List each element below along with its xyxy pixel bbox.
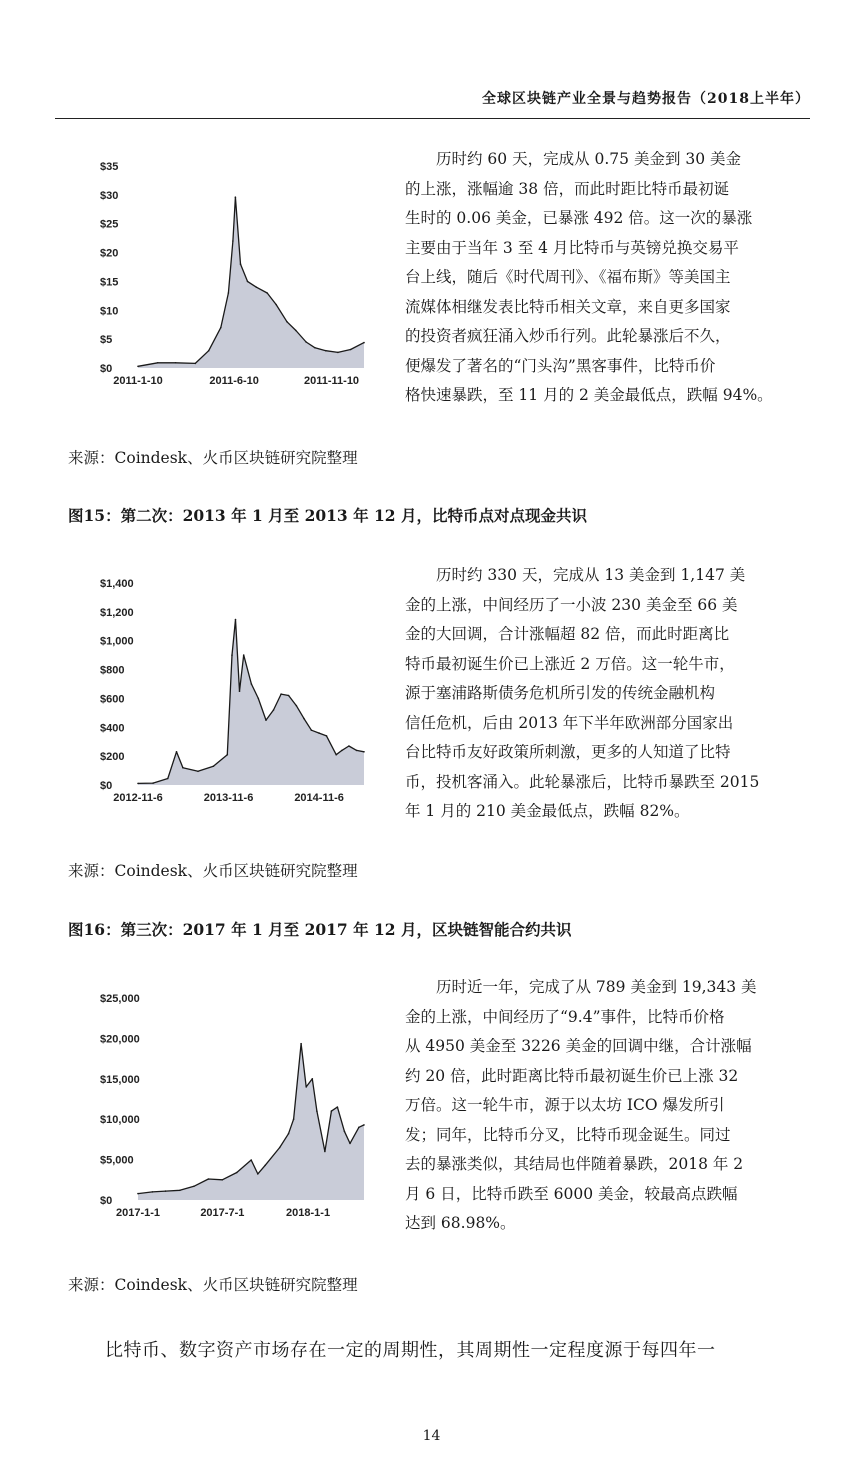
price-point — [137, 1193, 139, 1195]
y-tick-label: $10,000 — [100, 1114, 140, 1127]
x-tick-label: 2012-11-6 — [113, 792, 163, 804]
paragraph-line: 生时的 0.06 美金，已暴涨 492 倍。这一次的暴涨 — [405, 209, 753, 227]
figure-15-title: 图15：第二次：2013 年 1 月至 2013 年 12 月，比特币点对点现金共识 — [68, 506, 587, 525]
price-point — [137, 783, 139, 785]
x-tick-label: 2013-11-6 — [203, 792, 254, 804]
price-point — [288, 695, 290, 697]
paragraph-line: 万倍。这一轮牛市，源于以太坊 ICO 爆发所引 — [405, 1096, 725, 1114]
paragraph-line: 的投资者疯狂涌入炒币行列。此轮暴涨后不久， — [405, 327, 731, 345]
price-area — [138, 620, 364, 786]
price-point — [165, 1190, 167, 1192]
price-point — [363, 342, 365, 344]
paragraph-line: 金的大回调，合计涨幅超 82 倍，而此时距离比 — [405, 625, 730, 643]
paragraph-line: 源于塞浦路斯债务危机所引发的传统金融机构 — [405, 684, 716, 702]
y-tick-label: $10 — [100, 305, 119, 318]
paragraph-line: 历时约 60 天，完成从 0.75 美金到 30 美金 — [405, 150, 742, 168]
paragraph-line: 格快速暴跌，至 11 月的 2 美金最低点，跌幅 94%。 — [405, 386, 773, 404]
price-point — [305, 341, 307, 343]
price-point — [280, 693, 282, 695]
chart-svg — [70, 980, 370, 1220]
paragraph-line: 历时约 330 天，完成从 13 美金到 1,147 美 — [405, 566, 746, 584]
paragraph-line: 台上线，随后《时代周刊》、《福布斯》等美国主 — [405, 268, 731, 286]
price-point — [358, 1127, 360, 1129]
section-3-paragraph — [405, 973, 803, 1239]
price-point — [356, 750, 358, 752]
price-point — [195, 363, 197, 365]
price-point — [220, 327, 222, 329]
price-point — [236, 1172, 238, 1174]
price-point — [231, 654, 233, 656]
y-tick-label: $20,000 — [100, 1033, 140, 1046]
paragraph-line: 年 1 月的 210 美金最低点，跌幅 82%。 — [405, 802, 690, 820]
price-point — [275, 304, 277, 306]
price-point — [279, 1147, 281, 1149]
price-point — [265, 719, 267, 721]
figure-source: 来源：Coindesk、火币区块链研究院整理 — [68, 862, 358, 880]
price-chart-2013 — [70, 565, 370, 805]
y-tick-label: $400 — [100, 722, 125, 735]
price-point — [227, 754, 229, 756]
price-point — [318, 732, 320, 734]
price-point — [293, 1118, 295, 1120]
y-tick-label: $1,000 — [100, 635, 134, 648]
y-tick-label: $35 — [100, 161, 119, 173]
y-tick-label: $30 — [100, 189, 119, 202]
price-point — [232, 240, 234, 242]
paragraph-line: 发；同年，比特币分叉，比特币现金诞生。同过 — [405, 1125, 731, 1144]
y-tick-label: $0 — [100, 363, 113, 375]
chart-svg — [70, 148, 370, 388]
paragraph-line: 从 4950 美金至 3226 美金的回调中继，合计涨幅 — [405, 1037, 752, 1055]
paragraph-line: 特币最初诞生价已上涨近 2 万倍。这一轮牛市， — [405, 654, 735, 673]
y-tick-label: $0 — [100, 780, 113, 792]
paragraph-line: 月 6 日，比特币跌至 6000 美金，较最高点跌幅 — [405, 1184, 738, 1203]
price-point — [264, 1165, 266, 1167]
running-header: 全球区块链产业全景与趋势报告（2018上半年） — [482, 91, 810, 107]
page-number: 14 — [422, 1428, 441, 1444]
body-text: 比特币、数字资产市场存在一定的周期性，其周期性一定程度源于每四年一 — [105, 1340, 716, 1361]
y-tick-label: $1,200 — [100, 606, 134, 619]
price-point — [295, 330, 297, 332]
x-tick-label: 2011-11-10 — [304, 375, 360, 387]
figure-source: 来源：Coindesk、火币区块链研究院整理 — [68, 1276, 358, 1294]
price-chart-2011 — [70, 148, 370, 388]
price-point — [312, 1078, 314, 1080]
price-point — [250, 1159, 252, 1161]
paragraph-line: 达到 68.98%。 — [405, 1214, 516, 1232]
x-tick-label: 2018-1-1 — [286, 1207, 331, 1219]
x-tick-label: 2011-6-10 — [209, 375, 259, 387]
price-point — [350, 349, 352, 351]
y-tick-label: $0 — [100, 1195, 113, 1207]
price-point — [175, 362, 177, 364]
price-point — [273, 709, 275, 711]
y-tick-label: $5,000 — [100, 1154, 134, 1167]
price-point — [363, 751, 365, 753]
y-tick-label: $15,000 — [100, 1073, 140, 1086]
price-point — [288, 1133, 290, 1135]
price-point — [247, 281, 249, 283]
y-tick-label: $20 — [100, 247, 119, 260]
price-point — [152, 1191, 154, 1193]
price-point — [258, 698, 260, 700]
y-tick-label: $800 — [100, 664, 125, 677]
price-point — [335, 754, 337, 756]
price-point — [235, 196, 237, 198]
paragraph-line: 便爆发了著名的“门头沟”黑客事件，比特币价 — [405, 356, 716, 375]
y-tick-label: $15 — [100, 276, 119, 289]
price-point — [341, 750, 343, 752]
price-point — [256, 286, 258, 288]
y-tick-label: $5 — [100, 334, 113, 347]
price-point — [240, 263, 242, 265]
price-point — [344, 1131, 346, 1133]
price-point — [152, 782, 154, 784]
paragraph-line: 金的上涨，中间经历了一小波 230 美金至 66 美 — [405, 595, 738, 614]
paragraph-line: 约 20 倍，此时距离比特币最初诞生价已上涨 32 — [405, 1066, 739, 1085]
paragraph-line: 流媒体相继发表比特币相关文章，来自更多国家 — [405, 297, 731, 316]
figure-16-title: 图16：第三次：2017 年 1 月至 2017 年 12 月，区块链智能合约共识 — [68, 920, 572, 939]
price-point — [300, 1043, 302, 1045]
price-point — [239, 690, 241, 692]
price-point — [222, 1179, 224, 1181]
x-tick-label: 2017-1-1 — [115, 1207, 161, 1219]
price-point — [326, 735, 328, 737]
paragraph-line: 金的上涨，中间经历了“9.4”事件，比特币价格 — [405, 1007, 725, 1026]
price-point — [314, 347, 316, 349]
price-point — [363, 1124, 365, 1126]
figure-source: 来源：Coindesk、火币区块链研究院整理 — [68, 449, 358, 467]
price-point — [176, 751, 178, 753]
price-point — [228, 292, 230, 294]
price-point — [349, 1143, 351, 1145]
price-point — [324, 1151, 326, 1153]
price-point — [213, 765, 215, 767]
price-point — [337, 1106, 339, 1108]
price-point — [316, 1110, 318, 1112]
price-point — [182, 767, 184, 769]
price-point — [208, 1178, 210, 1180]
price-point — [311, 729, 313, 731]
paragraph-line: 去的暴涨类似，其结局也伴随着暴跌，2018 年 2 — [405, 1155, 744, 1173]
y-tick-label: $1,400 — [100, 578, 134, 590]
x-tick-label: 2011-1-10 — [113, 375, 163, 387]
paragraph-line: 主要由于当年 3 至 4 月比特币与英镑兑换交易平 — [405, 238, 739, 257]
price-point — [243, 654, 245, 656]
section-2-paragraph — [405, 561, 803, 827]
price-point — [167, 778, 169, 780]
price-point — [296, 705, 298, 707]
price-point — [197, 771, 199, 773]
y-tick-label: $200 — [100, 751, 125, 764]
section-1-paragraph — [405, 145, 803, 411]
paragraph-line: 的上涨，涨幅逾 38 倍，而此时距比特币最初诞 — [405, 179, 730, 198]
price-point — [235, 619, 237, 621]
price-point — [179, 1190, 181, 1192]
paragraph-line: 台比特币友好政策所刺激，更多的人知道了比特 — [405, 743, 731, 761]
price-point — [348, 745, 350, 747]
price-chart-2017 — [70, 980, 370, 1220]
price-point — [266, 292, 268, 294]
price-point — [286, 321, 288, 323]
y-tick-label: $600 — [100, 693, 125, 706]
x-tick-label: 2014-11-6 — [294, 792, 344, 804]
price-point — [337, 352, 339, 354]
price-point — [208, 350, 210, 352]
price-point — [325, 350, 327, 352]
price-point — [157, 362, 159, 364]
y-tick-label: $25,000 — [100, 993, 140, 1005]
price-point — [331, 1110, 333, 1112]
chart-svg — [70, 565, 370, 805]
price-point — [251, 683, 253, 685]
paragraph-line: 币，投机客涌入。此轮暴涨后，比特币暴跌至 2015 — [405, 772, 760, 791]
y-tick-label: $25 — [100, 218, 119, 231]
paragraph-line: 历时近一年，完成了从 789 美金到 19,343 美 — [405, 978, 757, 996]
price-point — [257, 1173, 259, 1175]
price-area — [138, 197, 364, 368]
price-point — [193, 1186, 195, 1188]
price-point — [137, 366, 139, 368]
paragraph-line: 信任危机，后由 2013 年下半年欧洲部分国家出 — [405, 713, 734, 732]
header-rule — [55, 118, 810, 119]
x-tick-label: 2017-7-1 — [200, 1207, 245, 1219]
price-point — [303, 718, 305, 720]
price-point — [305, 1086, 307, 1088]
